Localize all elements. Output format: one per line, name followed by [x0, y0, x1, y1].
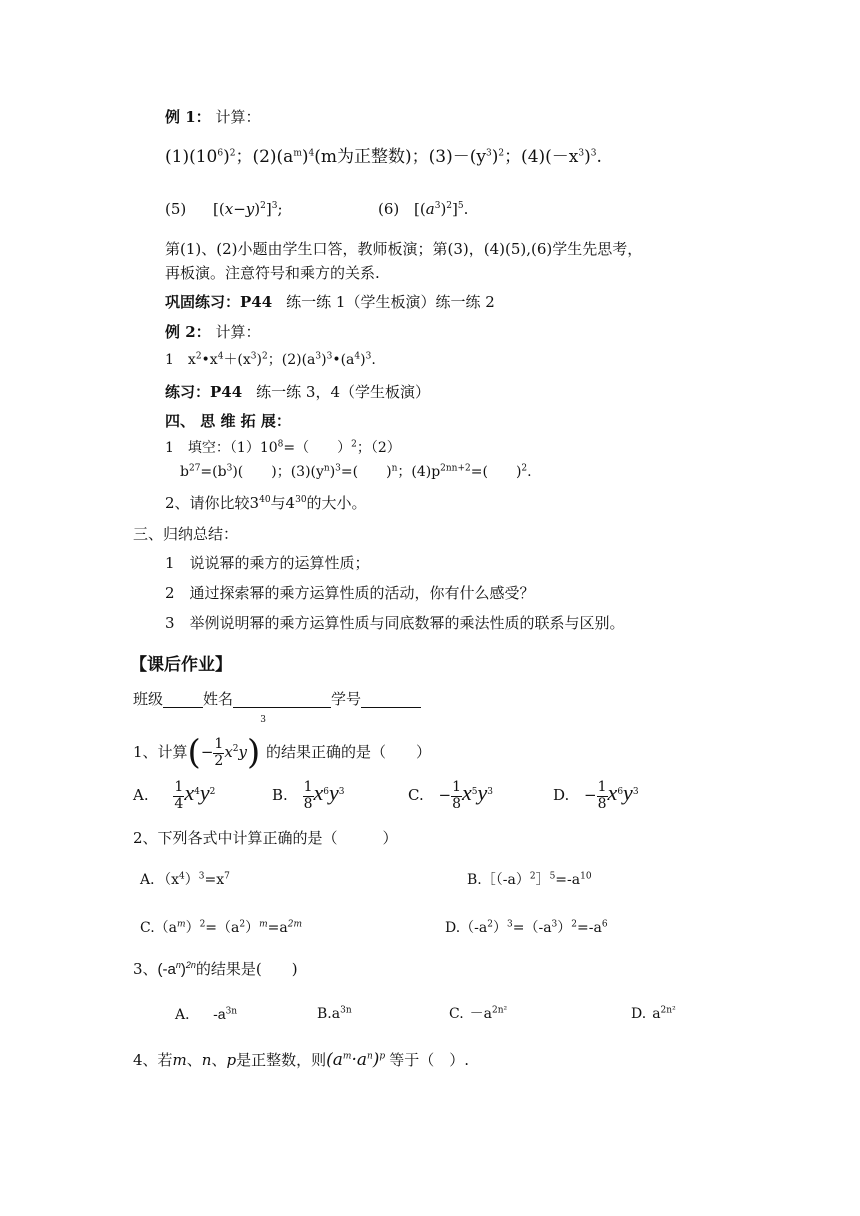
fill-blank-line-2: $b^{27}=(b^3)$( )；$(3)(y^n)^3=$( )$^n$；$(4)p^{2nn+2}=$( )$^2$. [180, 463, 532, 480]
compute-label: 计算： [215, 108, 261, 126]
homework-title: 【课后作业】 [130, 655, 232, 675]
example-1-heading [165, 108, 260, 126]
q3-option-d[interactable]: D. $a^{2n^2}$ [631, 1005, 676, 1022]
example-label: 例 1： [165, 108, 211, 126]
q1-option-a[interactable]: A. $\frac{1}{4}$ $x^4y^2$ [133, 779, 216, 812]
question-1: 1、计算(− $\frac{1}{2}$ $x^2y)^3$的结果正确的是（ ） [133, 715, 432, 773]
example-1-line-1: $(1)(10^6)^2$；$(2)(a^m)^4(m$为正整数)；$(3)-(y^3)^2$；$(4)(-x^3)^3$. [165, 147, 602, 167]
note-line-2: 再板演。注意符号和乘方的关系. [165, 264, 380, 282]
summary-item-3: 3 举例说明幂的乘方运算性质与同底数幂的乘法性质的联系与区别。 [165, 614, 625, 632]
q3-option-c[interactable]: C. $-a^{2n^2}$ [449, 1005, 508, 1022]
note-line-1: 第(1)、(2)小题由学生口答，教师板演；第(3)，(4)(5),(6)学生先思考， [165, 240, 643, 258]
q1-option-d[interactable]: D. − $\frac{1}{8}$ $x^6y^3$ [553, 779, 639, 812]
q2-option-a[interactable]: A．$(x^4)^3=x^7$ [140, 871, 230, 888]
fill-blank-line-1: 1 填空：$(1)10^8=$（ ）$^2$；（2） [165, 439, 401, 456]
example-1-line-2-part-6: (6) $[(a^3)^2]^5$. [378, 200, 469, 218]
example-2-expression: 1 $x^2•x^4+(x^3)^2$；$(2)(a^3)^3•(a^4)^3$. [165, 351, 376, 368]
section-3-heading: 三、归纳总结： [133, 525, 239, 543]
q2-option-d[interactable]: $D.(-a^2)^3=(-a^3)^2=-a^6$ [445, 919, 608, 936]
q1-option-b[interactable]: B. $\frac{1}{8}$ $x^6y^3$ [272, 779, 345, 812]
example-1-line-2: (5) $[(x-y)^2]^3$; [165, 200, 283, 218]
class-blank[interactable] [163, 693, 203, 708]
consolidation-practice: 巩固练习：P44 练一练 1（学生板演）练一练 2 [165, 293, 495, 311]
fraction: $\frac{1}{2}$ [214, 736, 224, 769]
example-2-heading: 例 2： 计算： [165, 323, 261, 341]
q2-option-b[interactable]: $B.[(-a)^2]^5=-a^{10}$ [467, 871, 592, 888]
student-info-line: 班级 姓名 学号 [133, 690, 421, 708]
summary-item-1: 1 说说幂的乘方的运算性质； [165, 554, 370, 572]
practice-2: 练习：P44 练一练 3，4（学生板演） [165, 383, 431, 401]
question-4: 4、若m、n、p是正整数，则$(a^m\cdot a^n)^p$ 等于（ ）. [133, 1050, 469, 1070]
question-3: 3、$(-a^n)^{2n}$的结果是( ) [133, 960, 298, 978]
q3-option-b[interactable]: $B.a^{3n}$ [317, 1005, 352, 1022]
name-blank[interactable] [233, 693, 331, 708]
section-4-heading: 四、 思 维 拓 展： [165, 412, 291, 430]
q3-option-a[interactable]: A． $-a^{3n}$ [175, 1006, 238, 1023]
compare-question: 2、请你比较$3^{40}$与$4^{30}$的大小。 [165, 494, 367, 512]
q1-option-c[interactable]: C. − $\frac{1}{8}$ $x^5y^3$ [408, 779, 493, 812]
number-blank[interactable] [361, 693, 421, 708]
q2-option-c[interactable]: $C.(a^m)^2=(a^2)^m=a^{2m}$ [140, 919, 302, 936]
summary-item-2: 2 通过探索幂的乘方运算性质的活动，你有什么感受？ [165, 584, 535, 602]
question-2: 2、下列各式中计算正确的是（ ） [133, 829, 398, 847]
